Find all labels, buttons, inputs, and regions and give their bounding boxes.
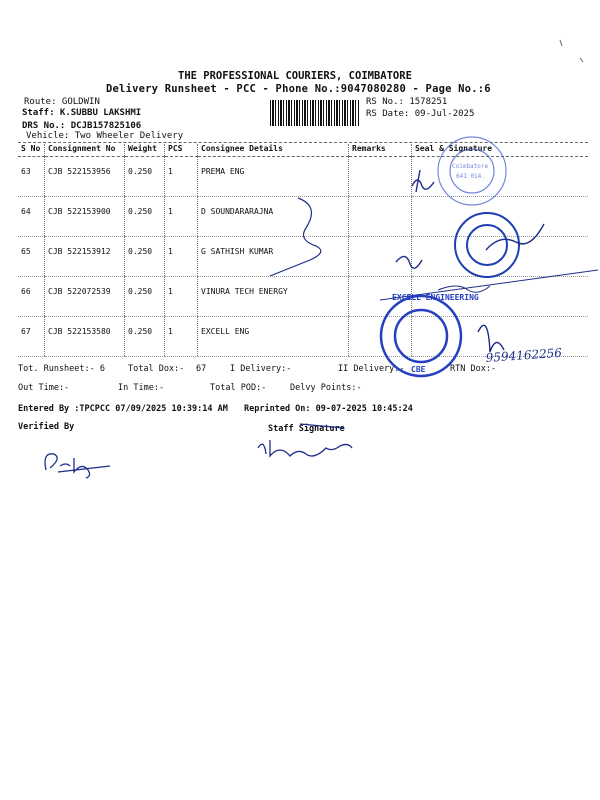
runsheet-subtitle: Delivery Runsheet - PCC - Phone No.:9047080280 - Page No.:6 bbox=[106, 83, 491, 95]
staff-signature-label: Staff Signature bbox=[268, 424, 345, 434]
stamp-middle-icon bbox=[455, 213, 519, 277]
cell-weight: 0.250 bbox=[125, 317, 165, 357]
cell-consignment: CJB 522153580 bbox=[45, 317, 125, 357]
cell-consignment: CJB 522072539 bbox=[45, 277, 125, 317]
entered-by: Entered By :TPCPCC 07/09/2025 10:39:14 AM bbox=[18, 404, 228, 414]
phone-note: 9594162256 bbox=[485, 345, 563, 365]
col-consignment: Consignment No bbox=[45, 144, 125, 157]
cell-consignee: VINURA TECH ENERGY bbox=[198, 277, 349, 317]
out-time: Out Time:- bbox=[18, 383, 70, 393]
cell-weight: 0.250 bbox=[125, 157, 165, 197]
stamp-top-pin: 641 014. bbox=[456, 173, 485, 180]
in-time: In Time:- bbox=[118, 383, 165, 393]
reprinted-on: Reprinted On: 09-07-2025 10:45:24 bbox=[244, 404, 413, 414]
cell-weight: 0.250 bbox=[125, 237, 165, 277]
col-sno: S No bbox=[18, 144, 45, 157]
cell-consignee: D SOUNDARARAJNA bbox=[198, 197, 349, 237]
signature-row63-icon bbox=[412, 170, 434, 192]
company-title: THE PROFESSIONAL COURIERS, COIMBATORE bbox=[178, 70, 412, 82]
route-label: Route: GOLDWIN bbox=[24, 97, 100, 107]
cell-pcs: 1 bbox=[165, 237, 198, 277]
col-weight: Weight bbox=[125, 144, 165, 157]
stamp-top-icon bbox=[438, 137, 506, 205]
cell-consignment: CJB 522153912 bbox=[45, 237, 125, 277]
verified-by: Verified By bbox=[18, 422, 75, 432]
cell-pcs: 1 bbox=[165, 157, 198, 197]
total-dox-label: Total Dox:- bbox=[128, 364, 185, 374]
tot-runsheet: Tot. Runsheet:- 6 bbox=[18, 364, 105, 374]
cell-pcs: 1 bbox=[165, 317, 198, 357]
total-pod: Total POD:- bbox=[210, 383, 267, 393]
cell-consignee: EXCELL ENG bbox=[198, 317, 349, 357]
cell-sno: 65 bbox=[18, 237, 45, 277]
cell-consignee: G SATHISH KUMAR bbox=[198, 237, 349, 277]
signature-row67-icon bbox=[478, 325, 504, 352]
staff-label: Staff: K.SUBBU LAKSHMI bbox=[22, 108, 142, 118]
stamp-top-city: Coimbatore bbox=[452, 163, 489, 170]
signature-row65-icon bbox=[396, 224, 544, 268]
vehicle-label: Vehicle: Two Wheeler Delivery bbox=[26, 131, 184, 141]
ii-delivery: II Delivery:- bbox=[338, 364, 405, 374]
delvy-points: Delvy Points:- bbox=[290, 383, 362, 393]
col-consignee: Consignee Details bbox=[198, 144, 349, 157]
col-remarks: Remarks bbox=[349, 144, 412, 157]
verified-signature-icon bbox=[45, 454, 110, 478]
pen-stroke-icon bbox=[270, 198, 321, 276]
total-dox-value: 67 bbox=[196, 364, 207, 374]
stamp-excell-city: CBE bbox=[411, 365, 426, 374]
cell-pcs: 1 bbox=[165, 197, 198, 237]
rs-date: RS Date: 09-Jul-2025 bbox=[366, 109, 475, 119]
i-delivery: I Delivery:- bbox=[230, 364, 292, 374]
cell-weight: 0.250 bbox=[125, 197, 165, 237]
col-pcs: PCS bbox=[165, 144, 198, 157]
cell-consignment: CJB 522153900 bbox=[45, 197, 125, 237]
cell-sno: 66 bbox=[18, 277, 45, 317]
stamp-excell-text: EXCELL ENGINEERING bbox=[392, 293, 479, 302]
rs-number: RS No.: 1578251 bbox=[366, 97, 448, 107]
staff-signature-icon bbox=[258, 424, 352, 456]
col-seal: Seal & Signature bbox=[412, 144, 589, 157]
drs-label: DRS No.: DCJB157825106 bbox=[22, 121, 142, 131]
cell-consignee: PREMA ENG bbox=[198, 157, 349, 197]
rtn-dox: RTN Dox:- bbox=[450, 364, 497, 374]
cell-sno: 67 bbox=[18, 317, 45, 357]
cell-sno: 63 bbox=[18, 157, 45, 197]
cell-pcs: 1 bbox=[165, 277, 198, 317]
scan-mark-icon bbox=[560, 40, 583, 62]
stamp-excell-icon bbox=[381, 296, 461, 376]
cell-sno: 64 bbox=[18, 197, 45, 237]
cell-consignment: CJB 522153956 bbox=[45, 157, 125, 197]
cell-weight: 0.250 bbox=[125, 277, 165, 317]
